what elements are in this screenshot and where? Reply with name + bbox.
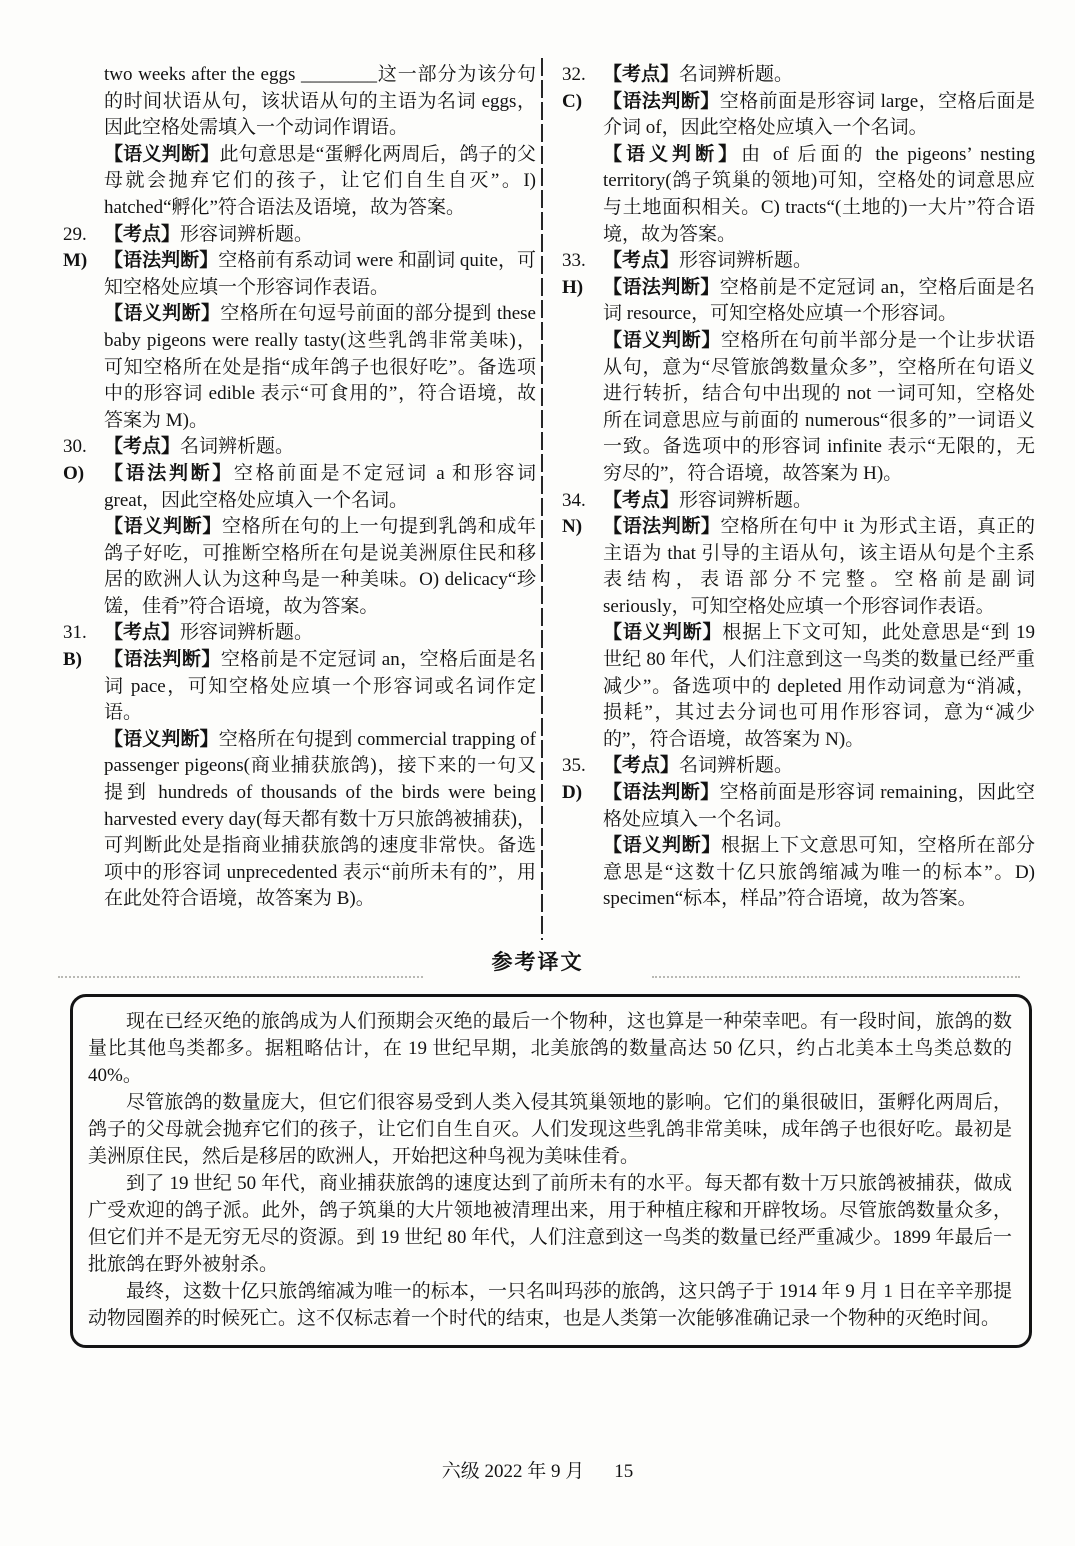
explanation-paragraph: [104, 647, 536, 727]
paragraph-text: 空格前面是形容词 large，空格后面是介词 of，因此空格处应填入一个名词。: [603, 90, 1035, 139]
item-body: [104, 62, 536, 222]
section-tag: 【考点】: [603, 489, 680, 511]
item-label: O): [63, 462, 85, 484]
item-body: [603, 275, 1035, 488]
explanation-paragraph: [104, 434, 536, 461]
paragraph-text: 空格所在句中 it 为形式主语，真正的主语为 that 引导的主语从句，该主语从句是个主系表结构，表语部分不完整。空格前是副词 seriously，可知空格处应填一个形容词作表语。: [603, 516, 1035, 617]
section-tag: 【语义判断】: [603, 835, 721, 857]
paragraph-text: two weeks after the eggs ________这一部分为该分句的时间状语从句，该状语从句的主语为名词 eggs，因此空格处需填入一个动词作谓语。: [104, 64, 536, 139]
explanation-paragraph: [104, 461, 536, 514]
paragraph-text: 根据上下文意思可知，空格所在部分意思是“这数十亿只旅鸽缩减为唯一的标本”。D) specimen“标本，样品”符合语境，故为答案。: [603, 835, 1035, 910]
paragraph-text: 名词辨析题。: [679, 64, 794, 85]
explanation-paragraph: [104, 727, 536, 913]
section-tag: 【语义判断】: [104, 143, 220, 165]
section-tag: 【考点】: [603, 250, 680, 272]
explanation-paragraph: [603, 328, 1035, 488]
item-label: 32.: [562, 64, 586, 85]
item-label: 35.: [562, 755, 586, 777]
section-tag: 【语法判断】: [104, 462, 234, 484]
explanation-paragraph: [603, 89, 1035, 142]
explanation-paragraph: [603, 514, 1035, 620]
reference-translation-heading: 参考译文: [491, 950, 584, 974]
item-body: [104, 461, 536, 621]
explanation-paragraph: [603, 780, 1035, 833]
explanation-paragraph: [104, 620, 536, 647]
paragraph-text: 空格前面是形容词 remaining，因此空格处应填入一个名词。: [603, 782, 1035, 830]
item-body: [104, 647, 536, 913]
paragraph-text: 空格所在句提到 commercial trapping of passenger pigeons(商业捕获旅鸽)，接下来的一句又提到 hundreds of thousands of the birds were being harvested every day(每天都有数十万只旅鸽被捕获)，可判断此处是指商业捕获旅鸽的速度非常快。备选项中的形容词 unprecedented 表示“前所未有的”，用在此处符合语境，故答案为 B)。: [104, 728, 536, 910]
paragraph-text: 空格前是不定冠词 an，空格后面是名词 resource，可知空格处应填一个形容词。: [603, 276, 1035, 325]
paragraph-text: 形容词辨析题。: [180, 622, 314, 644]
answer-item-N: [562, 514, 1035, 753]
translation-paragraph: 尽管旅鸽的数量庞大，但它们很容易受到人类入侵其筑巢领地的影响。它们的巢很破旧，蛋孵化两周后，鸽子的父母就会抛弃它们的孩子，让它们自生自灭。人们发现这些乳鸽非常美味，成年鸽子也很好吃。最初是美洲原住民，然后是移居的欧洲人，开始把这种鸟视为美味佳肴。: [88, 1092, 1012, 1167]
item-body: [603, 89, 1035, 249]
scan-noise-line-right: [652, 976, 1020, 978]
section-tag: 【语法判断】: [104, 250, 219, 272]
left-column: [63, 62, 536, 913]
answer-item-28-continued: [63, 62, 536, 222]
item-body: [104, 222, 536, 249]
explanation-paragraph: [603, 753, 1035, 780]
question-item-32: [562, 62, 1035, 89]
answer-item-C: [562, 89, 1035, 249]
explanation-paragraph: [104, 222, 536, 249]
section-tag: 【语义判断】: [104, 728, 219, 750]
paragraph-text: 空格所在句逗号前面的部分提到 these baby pigeons were really tasty(这些乳鸽非常美味)，可知空格所在处是指“成年鸽子也很好吃”。备选项中的形容词 edible 表示“可食用的”，符合语境，故答案为 M)。: [104, 303, 536, 431]
section-tag: 【考点】: [603, 755, 680, 777]
answer-item-M: [63, 248, 536, 434]
item-label: C): [562, 90, 583, 112]
explanation-paragraph: [104, 62, 536, 142]
item-label: [63, 62, 104, 222]
section-tag: 【语法判断】: [603, 90, 720, 112]
explanation-paragraph: [603, 62, 1035, 89]
section-tag: 【语义判断】: [104, 516, 222, 538]
paragraph-text: 空格所在句前半部分是一个让步状语从句，意为“尽管旅鸽数量众多”，空格所在句语义进行转折，结合句中出现的 not 一词可知，空格处所在词意思应与前面的 numerous“很多的”一词语义一致。备选项中的形容词 infinite 表示“无限的，无穷尽的”，符合语境，故答案为 H)。: [603, 329, 1035, 484]
item-label: D): [562, 782, 583, 804]
section-tag: 【语义判断】: [104, 303, 221, 325]
answer-item-H: [562, 275, 1035, 488]
item-body: [603, 62, 1035, 89]
item-label: 29.: [63, 223, 87, 245]
item-label: M): [63, 250, 88, 272]
explanation-paragraph: [603, 142, 1035, 248]
question-item-31: [63, 620, 536, 647]
item-label: 31.: [63, 622, 87, 644]
translation-box: [70, 994, 1032, 1348]
paragraph-text: 由 of 后面的 the pigeons’ nesting territory(鸽子筑巢的领地)可知，空格处的词意思应与土地面积相关。C) tracts“(土地的)一大片”符合语境，故为答案。: [603, 143, 1035, 245]
paragraph-text: 此句意思是“蛋孵化两周后，鸽子的父母就会抛弃它们的孩子，让它们自生自灭”。I) hatched“孵化”符合语法及语境，故为答案。: [104, 143, 536, 218]
section-tag: 【语法判断】: [603, 516, 721, 538]
question-item-30: [63, 434, 536, 461]
paragraph-text: 形容词辨析题。: [679, 489, 813, 511]
explanation-paragraph: [104, 514, 536, 620]
explanation-paragraph: [104, 142, 536, 222]
section-tag: 【语义判断】: [603, 329, 721, 351]
section-tag: 【考点】: [603, 64, 680, 85]
section-tag: 【语义判断】: [603, 143, 742, 165]
item-body: [104, 248, 536, 434]
explanation-paragraph: [603, 833, 1035, 913]
item-label: B): [63, 649, 82, 671]
paragraph-text: 空格前面是不定冠词 a 和形容词 great，因此空格处应填入一个名词。: [104, 462, 536, 511]
answer-item-O: [63, 461, 536, 621]
explanation-paragraph: [603, 248, 1035, 275]
paragraph-text: 形容词辨析题。: [180, 223, 314, 245]
item-label: H): [562, 276, 584, 298]
footer-exam-label: 六级 2022 年 9 月: [441, 1461, 585, 1482]
answer-item-D: [562, 780, 1035, 913]
section-tag: 【语义判断】: [603, 622, 723, 644]
translation-paragraph: 最终，这数十亿只旅鸽缩减为唯一的标本，一只名叫玛莎的旅鸽，这只鸽子于 1914 年 9 月 1 日在辛辛那提动物园圈养的时候死亡。这不仅标志着一个时代的结束，也是人类第一次能够准确记录一个物种的灭绝时间。: [88, 1281, 1012, 1329]
question-item-33: [562, 248, 1035, 275]
item-body: [603, 780, 1035, 913]
paragraph-text: 形容词辨析题。: [679, 250, 813, 272]
explanation-paragraph: [603, 275, 1035, 328]
section-tag: 【语法判断】: [104, 649, 221, 671]
paragraph-text: 名词辨析题。: [679, 755, 794, 777]
column-divider-line: [541, 58, 543, 940]
paragraph-text: 空格前有系动词 were 和副词 quite，可知空格处应填一个形容词作表语。: [104, 250, 536, 298]
translation-paragraph: 现在已经灭绝的旅鸽成为人们预期会灭绝的最后一个物种，这也算是一种荣幸吧。有一段时间，旅鸽的数量比其他鸟类都多。据粗略估计，在 19 世纪早期，北美旅鸽的数量高达 50 亿只，约占北美本土鸟类总数的 40%。: [88, 1011, 1012, 1086]
paragraph-text: 空格所在句的上一句提到乳鸽和成年鸽子好吃，可推断空格所在句是说美洲原住民和移居的欧洲人认为这种鸟是一种美味。O) delicacy“珍馐，佳肴”符合语境，故为答案。: [104, 516, 536, 617]
page-footer: [0, 1456, 1075, 1483]
explanation-paragraph: [603, 620, 1035, 753]
item-label: 30.: [63, 436, 87, 458]
item-body: [104, 620, 536, 647]
section-tag: 【考点】: [104, 223, 181, 245]
section-tag: 【考点】: [104, 622, 181, 644]
section-tag: 【考点】: [104, 436, 181, 458]
item-body: [603, 753, 1035, 780]
section-tag: 【语法判断】: [603, 276, 720, 298]
paragraph-text: 根据上下文可知，此处意思是“到 19 世纪 80 年代，人们注意到这一鸟类的数量已经严重减少”。备选项中的 depleted 用作动词意为“消减，损耗”，其过去分词也可用作形容词，意为“减少的”，符合语境，故答案为 N)。: [603, 622, 1035, 750]
page-number: 15: [614, 1461, 634, 1482]
question-item-35: [562, 753, 1035, 780]
scan-noise-line-left: [58, 976, 423, 978]
right-column: [562, 62, 1035, 913]
question-item-29: [63, 222, 536, 249]
item-body: [603, 248, 1035, 275]
item-label: 33.: [562, 250, 586, 272]
item-label: N): [562, 516, 583, 538]
section-tag: 【语法判断】: [603, 782, 720, 804]
explanation-paragraph: [104, 301, 536, 434]
explanation-paragraph: [104, 248, 536, 301]
item-body: [104, 434, 536, 461]
translation-paragraph: 到了 19 世纪 50 年代，商业捕获旅鸽的速度达到了前所未有的水平。每天都有数十万只旅鸽被捕获，做成广受欢迎的鸽子派。此外，鸽子筑巢的大片领地被清理出来，用于种植庄稼和开辟牧场。尽管旅鸽数量众多，但它们并不是无穷无尽的资源。到 19 世纪 80 年代，人们注意到这一鸟类的数量已经严重减少。1899 年最后一批旅鸽在野外被射杀。: [88, 1173, 1012, 1275]
paragraph-text: 名词辨析题。: [180, 436, 295, 458]
item-body: [603, 488, 1035, 515]
item-label: 34.: [562, 489, 586, 511]
question-item-34: [562, 488, 1035, 515]
explanation-paragraph: [603, 488, 1035, 515]
paragraph-text: 空格前是不定冠词 an，空格后面是名词 pace，可知空格处应填一个形容词或名词作定语。: [104, 649, 536, 724]
item-body: [603, 514, 1035, 753]
answer-item-B: [63, 647, 536, 913]
